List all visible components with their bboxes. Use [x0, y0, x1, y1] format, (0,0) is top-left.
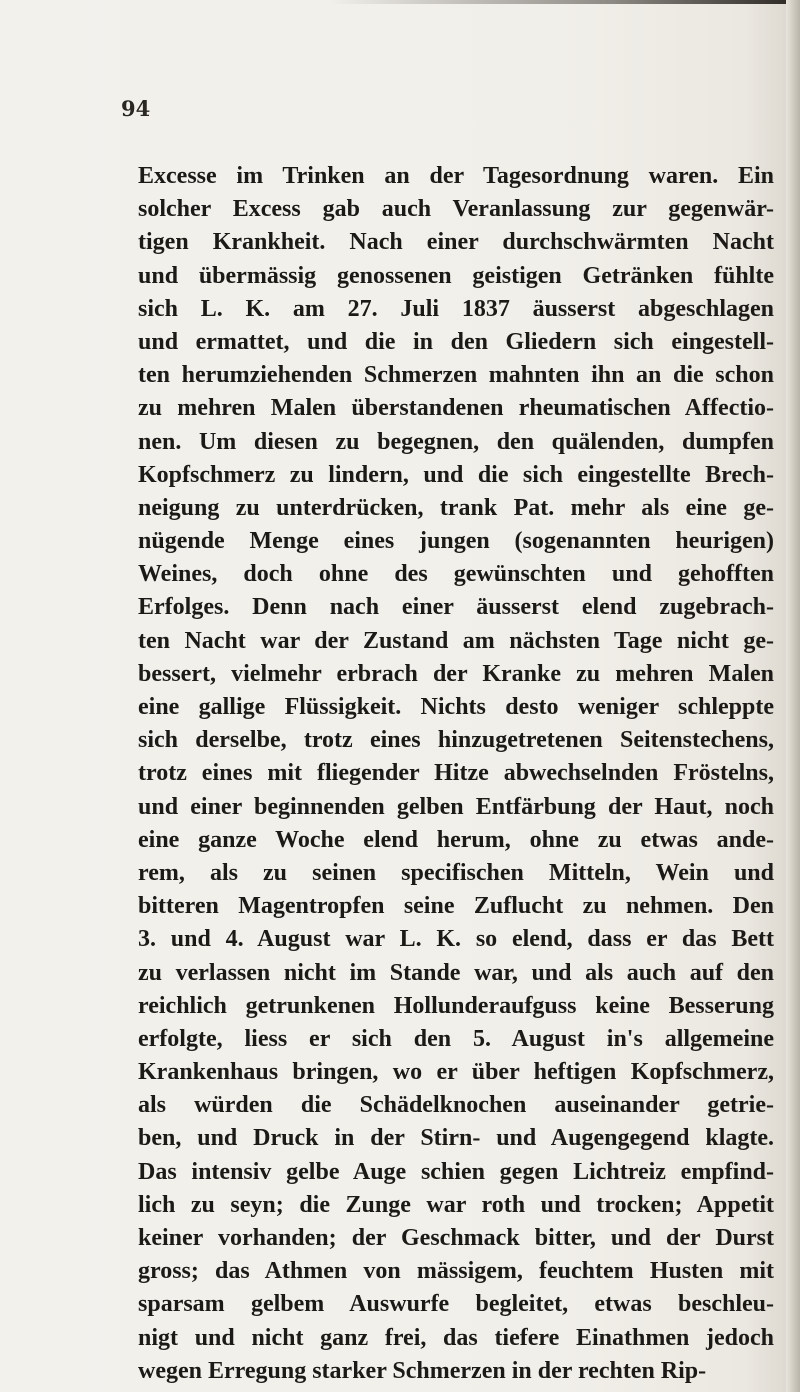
text-line: Excesse im Trinken an der Tagesordnung waren. Ein	[138, 163, 774, 189]
text-line: ten herumziehenden Schmerzen mahnten ihn an die schon	[138, 362, 774, 389]
text-line: Weines, doch ohne des gewünschten und gehofften	[138, 561, 774, 588]
text-line: eine ganze Woche elend herum, ohne zu etwas ande-	[138, 826, 774, 853]
text-line: zu mehren Malen überstandenen rheumatischen Affectio-	[138, 395, 774, 422]
text-line: bitteren Magentropfen seine Zuflucht zu nehmen. Den	[138, 893, 774, 920]
text-line: und einer beginnenden gelben Entfärbung der Haut, noch	[138, 793, 774, 820]
text-line: und übermässig genossenen geistigen Getränken fühlte	[138, 262, 774, 289]
text-line: zu verlassen nicht im Stande war, und als auch auf den	[138, 959, 774, 986]
text-line: nigt und nicht ganz frei, das tiefere Einathmen jedoch	[138, 1324, 774, 1351]
text-line: sich derselbe, trotz eines hinzugetretenen Seitenstechens,	[138, 727, 774, 754]
text-line: Erfolges. Denn nach einer äusserst elend zugebrach-	[138, 594, 774, 621]
page-right-edge	[786, 0, 800, 1392]
page-number: 94	[121, 96, 151, 121]
text-line: als würden die Schädelknochen auseinander getrie-	[138, 1092, 774, 1119]
text-line: 3. und 4. August war L. K. so elend, dass er das Bett	[138, 926, 774, 953]
text-line: und ermattet, und die in den Gliedern sich eingestell-	[138, 328, 774, 355]
text-line: nen. Um diesen zu begegnen, den quälenden, dumpfen	[138, 428, 774, 455]
text-line: erfolgte, liess er sich den 5. August in's allgemeine	[138, 1025, 774, 1052]
text-line: lich zu seyn; die Zunge war roth und trocken; Appetit	[138, 1191, 774, 1218]
text-line: ten Nacht war der Zustand am nächsten Tage nicht ge-	[138, 627, 774, 654]
text-line: solcher Excess gab auch Veranlassung zur gegenwär-	[138, 196, 774, 223]
text-line: nügende Menge eines jungen (sogenannten heurigen)	[138, 528, 774, 555]
text-line: Das intensiv gelbe Auge schien gegen Lichtreiz empfind-	[138, 1158, 774, 1185]
text-line: sich L. K. am 27. Juli 1837 äusserst abgeschlagen	[138, 295, 774, 322]
text-line: ben, und Druck in der Stirn- und Augengegend klagte.	[138, 1125, 774, 1152]
page-top-shadow	[330, 0, 800, 4]
text-line: tigen Krankheit. Nach einer durchschwärmten Nacht	[138, 229, 774, 256]
text-line: Krankenhaus bringen, wo er über heftigen Kopfschmerz,	[138, 1059, 774, 1086]
text-line: rem, als zu seinen specifischen Mitteln, Wein und	[138, 859, 774, 886]
text-line: wegen Erregung starker Schmerzen in der rechten Rip-	[138, 1357, 707, 1384]
text-line: reichlich getrunkenen Hollunderaufguss keine Besserung	[138, 992, 774, 1019]
body-text	[138, 160, 774, 1388]
text-line: bessert, vielmehr erbrach der Kranke zu mehren Malen	[138, 660, 774, 687]
text-line: gross; das Athmen von mässigem, feuchtem Husten mit	[138, 1258, 774, 1285]
text-line: eine gallige Flüssigkeit. Nichts desto weniger schleppte	[138, 694, 774, 720]
text-line: neigung zu unterdrücken, trank Pat. mehr als eine ge-	[138, 494, 774, 521]
text-line: Kopfschmerz zu lindern, und die sich eingestellte Brech-	[138, 461, 774, 488]
text-line: trotz eines mit fliegender Hitze abwechselnden Fröstelns,	[138, 760, 774, 787]
text-line: sparsam gelbem Auswurfe begleitet, etwas beschleu-	[138, 1291, 774, 1318]
text-line: keiner vorhanden; der Geschmack bitter, und der Durst	[138, 1225, 774, 1251]
